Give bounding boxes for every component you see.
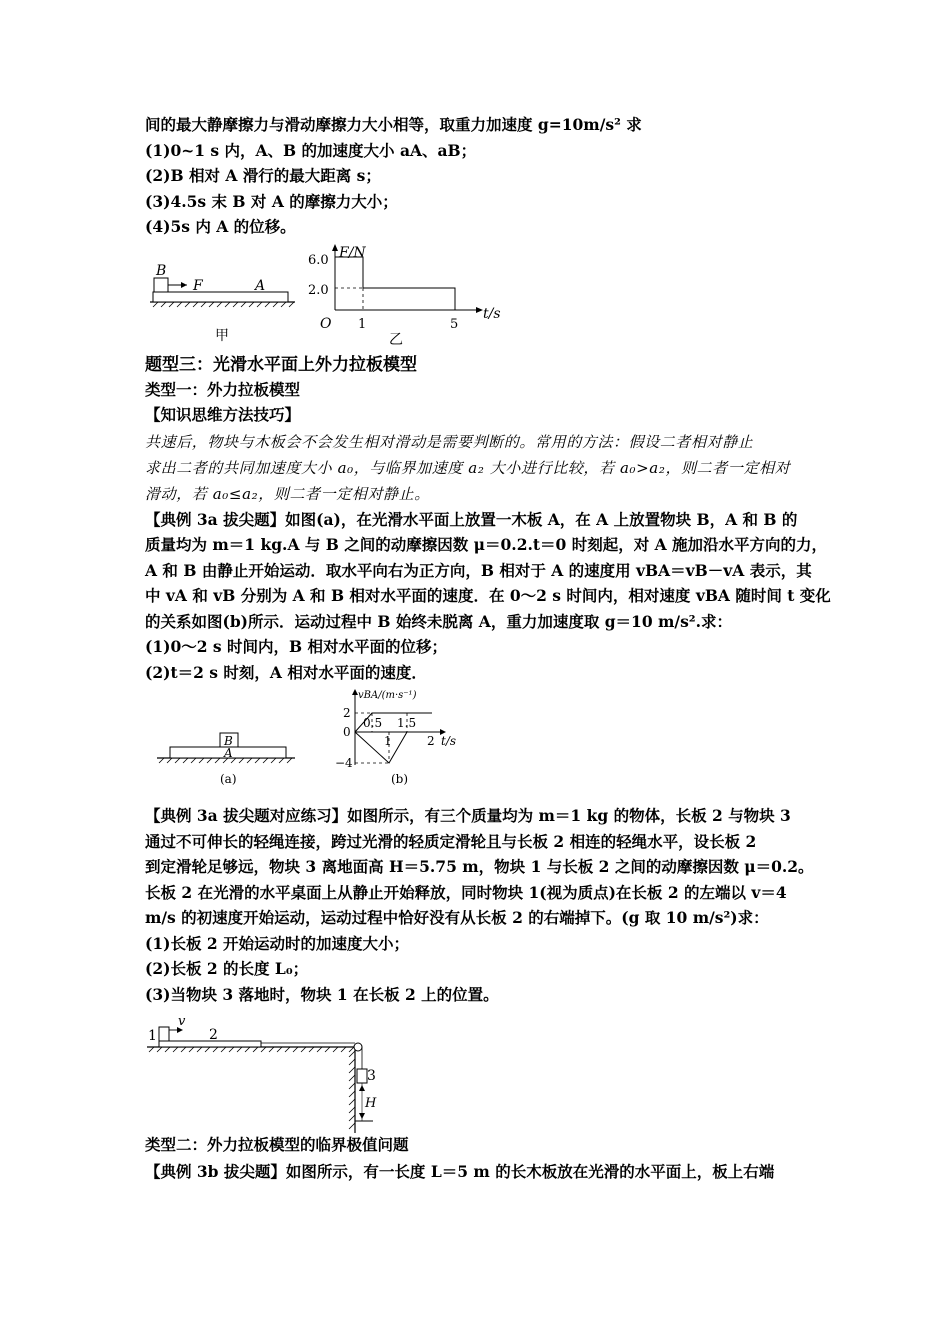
label-f: F xyxy=(193,277,203,294)
label-h: H xyxy=(365,1096,377,1111)
graph-b xyxy=(335,689,456,786)
tips-line: 滑动，若 a₀≤a₂，则二者一定相对静止。 xyxy=(145,484,430,503)
practice-line: m/s 的初速度开始运动，运动过程中恰好没有从长板 2 的右端掉下。(g 取 10 m/s²)求： xyxy=(145,908,769,927)
y-tick-2: 2 xyxy=(343,706,351,720)
type2-title: 类型二：外力拉板模型的临界极值问题 xyxy=(145,1136,409,1154)
x-tick-1-5: 1.5 xyxy=(397,716,417,730)
label-1: 1 xyxy=(148,1028,157,1044)
y-tick-2: 2.0 xyxy=(308,282,329,298)
label-3: 3 xyxy=(367,1068,376,1084)
graph-yi xyxy=(308,244,501,348)
example-3a-line: 质量均为 m＝1 kg.A 与 B 之间的动摩擦因数 μ＝0.2.t＝0 时刻起，对 A 施加沿水平方向的力， xyxy=(145,535,828,554)
question-2: (2)B 相对 A 滑行的最大距离 s； xyxy=(145,166,381,185)
practice-question: (2)长板 2 的长度 L₀； xyxy=(145,959,309,978)
x-axis-label: t/s xyxy=(483,305,501,322)
document-page xyxy=(145,112,831,1184)
practice-line: 【典例 3a 拔尖题对应练习】如图所示，有三个质量均为 m＝1 kg 的物体，长板 2 与物块 3 xyxy=(145,806,791,825)
caption-a: (a) xyxy=(220,772,237,786)
section-title: 题型三：光滑水平面上外力拉板模型 xyxy=(145,354,417,375)
label-b: B xyxy=(156,262,167,279)
origin-label: O xyxy=(320,315,332,332)
caption-b: (b) xyxy=(391,772,409,786)
y-tick-0: 0 xyxy=(343,725,351,739)
y-axis-label: vBA/(m·s⁻¹) xyxy=(358,690,417,701)
x-tick-2: 2 xyxy=(427,734,435,748)
x-tick-5: 5 xyxy=(450,316,459,332)
label-a: A xyxy=(255,277,266,294)
label-2: 2 xyxy=(209,1027,218,1043)
diagram-a xyxy=(157,733,295,786)
y-axis-label: F/N xyxy=(339,244,366,261)
x-tick-1: 1 xyxy=(358,316,367,332)
practice-line: 长板 2 在光滑的水平桌面上从静止开始释放，同时物块 1(视为质点)在长板 2 的左端以 v＝4 xyxy=(145,882,787,902)
x-tick-1: 1 xyxy=(384,734,392,748)
tips-title: 【知识思维方法技巧】 xyxy=(145,406,301,424)
question-1: (1)0~1 s 内，A、B 的加速度大小 aA、aB； xyxy=(145,140,477,160)
x-axis-label: t/s xyxy=(441,734,457,748)
tips-line: 求出二者的共同加速度大小 a₀，与临界加速度 a₂ 大小进行比较，若 a₀>a₂，则二者一定相对 xyxy=(145,458,791,477)
figure-1-svg xyxy=(145,240,545,352)
label-a: A xyxy=(224,746,233,760)
label-v: v xyxy=(178,1014,186,1029)
problem-text-line: 间的最大静摩擦力与滑动摩擦力大小相等，取重力加速度 g=10m/s² 求 xyxy=(145,115,642,134)
diagram-jia xyxy=(150,263,295,344)
figure-3-svg xyxy=(145,1007,465,1133)
figure-2 xyxy=(145,685,815,803)
question-3: (3)4.5s 末 B 对 A 的摩擦力大小； xyxy=(145,191,398,211)
figure-3 xyxy=(145,1007,815,1133)
question-4: (4)5s 内 A 的位移。 xyxy=(145,217,296,236)
x-tick-0-5: 0.5 xyxy=(363,716,383,730)
caption-jia: 甲 xyxy=(215,327,229,344)
example-3a-line: 【典例 3a 拔尖题】如图(a)，在光滑水平面上放置一木板 A，在 A 上放置物块 B，A 和 B 的 xyxy=(145,509,798,529)
example-3a-question: (2)t＝2 s 时刻，A 相对水平面的速度． xyxy=(145,662,427,682)
label-b: B xyxy=(224,734,233,748)
example-3a-line: 中 vA 和 vB 分别为 A 和 B 相对水平面的速度．在 0～2 s 时间内，相对速度 vBA 随时间 t 变化 xyxy=(145,586,831,605)
figure-1 xyxy=(145,240,815,352)
example-3a-question: (1)0～2 s 时间内，B 相对水平面的位移； xyxy=(145,637,448,656)
practice-line: 通过不可伸长的轻绳连接，跨过光滑的轻质定滑轮且与长板 2 相连的轻绳水平，设长板 2 xyxy=(145,831,757,851)
caption-yi: 乙 xyxy=(389,331,403,348)
y-tick-6: 6.0 xyxy=(308,252,329,268)
practice-line: 到定滑轮足够远，物块 3 离地面高 H＝5.75 m，物块 1 与长板 2 之间的动摩擦因数 μ＝0.2。 xyxy=(145,857,814,876)
type1-title: 类型一：外力拉板模型 xyxy=(145,380,301,399)
practice-question: (1)长板 2 开始运动时的加速度大小； xyxy=(145,933,410,953)
practice-question: (3)当物块 3 落地时，物块 1 在长板 2 上的位置。 xyxy=(145,984,499,1004)
example-3b-line: 【典例 3b 拔尖题】如图所示，有一长度 L＝5 m 的长木板放在光滑的水平面上，板上右端 xyxy=(145,1161,775,1181)
tips-line: 共速后，物块与木板会不会发生相对滑动是需要判断的。常用的方法：假设二者相对静止 xyxy=(145,432,754,451)
figure-2-svg xyxy=(145,685,545,803)
y-tick-minus-4: −4 xyxy=(335,756,353,770)
example-3a-line: 的关系如图(b)所示．运动过程中 B 始终未脱离 A，重力加速度取 g＝10 m/s².求： xyxy=(145,611,732,631)
example-3a-line: A 和 B 由静止开始运动．取水平向右为正方向，B 相对于 A 的速度用 vBA＝vB－vA 表示，其 xyxy=(145,560,812,580)
